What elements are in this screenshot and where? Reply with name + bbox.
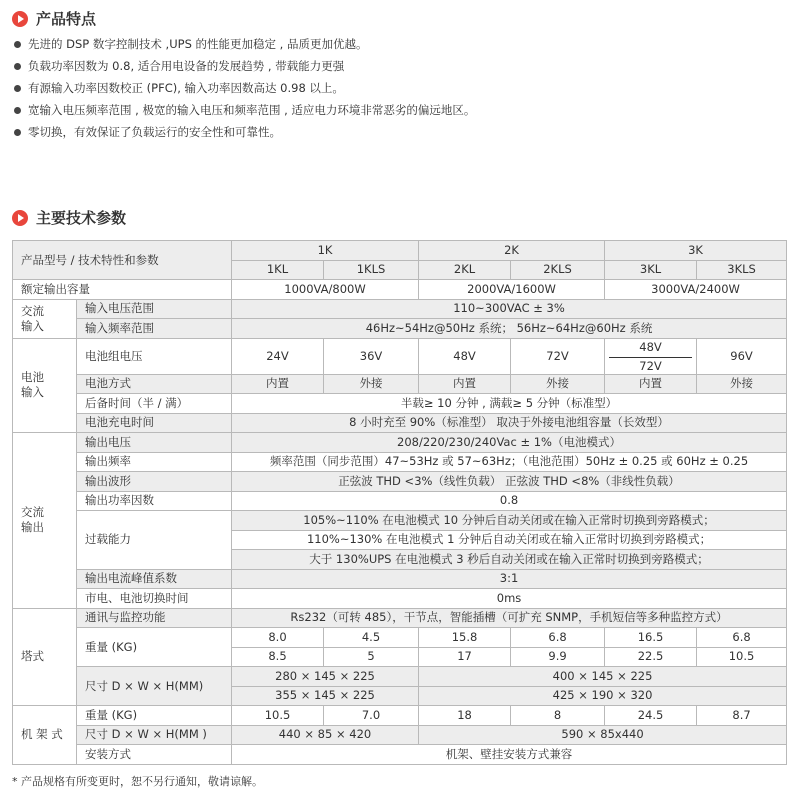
crest-factor: 3:1 <box>232 569 787 589</box>
model-2kls: 2KLS <box>511 260 605 280</box>
tower-weight: 5 <box>324 647 419 667</box>
backup-time: 半载≥ 10 分钟 , 满载≥ 5 分钟（标准型） <box>232 394 787 414</box>
tower-weight: 15.8 <box>419 628 511 648</box>
battery-volt-label: 电池组电压 <box>77 338 232 374</box>
battery-volt: 48V <box>419 338 511 374</box>
rack-weight-label: 重量 (KG) <box>77 706 232 726</box>
tower-weight: 22.5 <box>605 647 697 667</box>
model-3kls: 3KLS <box>697 260 787 280</box>
rated-2k: 2000VA/1600W <box>419 280 605 300</box>
section-specs-header <box>12 207 126 228</box>
rated-3k: 3000VA/2400W <box>605 280 787 300</box>
rack-weight: 10.5 <box>232 706 324 726</box>
tower-dim-label: 尺寸 D × W × H(MM) <box>77 667 232 706</box>
footnote: * 产品规格有所变更时，恕不另行通知，敬请谅解。 <box>12 775 263 788</box>
group-ac-output-text: 交流 输出 <box>21 505 44 535</box>
overload-line: 110%~130% 在电池模式 1 分钟后自动关闭或在输入正常时切换到旁路模式； <box>232 530 787 550</box>
rack-weight: 24.5 <box>605 706 697 726</box>
backup-time-label: 后备时间（半 / 满） <box>77 394 232 414</box>
model-3kl: 3KL <box>605 260 697 280</box>
tower-dim: 280 × 145 × 225 <box>232 667 419 687</box>
feature-item: 负载功率因数为 0.8, 适合用电设备的发展趋势 , 带载能力更强 <box>12 56 782 77</box>
model-1kl: 1KL <box>232 260 324 280</box>
family-2k: 2K <box>419 241 605 261</box>
battery-mode: 外接 <box>324 374 419 394</box>
tower-dim: 400 × 145 × 225 <box>419 667 787 687</box>
group-battery <box>13 338 77 433</box>
tower-weight: 16.5 <box>605 628 697 648</box>
battery-volt: 72V <box>511 338 605 374</box>
mount-value: 机架、壁挂安装方式兼容 <box>232 745 787 765</box>
tower-weight: 6.8 <box>697 628 787 648</box>
rack-weight: 18 <box>419 706 511 726</box>
charge-time-label: 电池充电时间 <box>77 413 232 433</box>
group-rack: 机 架 式 <box>13 706 77 765</box>
tower-dim: 425 × 190 × 320 <box>419 686 787 706</box>
battery-mode-label: 电池方式 <box>77 374 232 394</box>
tower-weight: 4.5 <box>324 628 419 648</box>
group-ac-output <box>13 433 77 609</box>
tower-weight: 8.0 <box>232 628 324 648</box>
header-label: 产品型号 / 技术特性和参数 <box>13 241 232 280</box>
battery-volt: 36V <box>324 338 419 374</box>
charge-time: 8 小时充至 90%（标准型） 取决于外接电池组容量（长效型） <box>232 413 787 433</box>
tower-weight: 17 <box>419 647 511 667</box>
ac-in-voltage: 110~300VAC ± 3% <box>232 299 787 319</box>
rack-dim: 440 × 85 × 420 <box>232 725 419 745</box>
out-wave-label: 输出波形 <box>77 472 232 492</box>
tower-weight-label: 重量 (KG) <box>77 628 232 667</box>
spec-table <box>12 240 787 765</box>
battery-volt: 24V <box>232 338 324 374</box>
tower-weight: 10.5 <box>697 647 787 667</box>
rated-1k: 1000VA/800W <box>232 280 419 300</box>
rack-dim-label: 尺寸 D × W × H(MM ) <box>77 725 232 745</box>
out-freq-label: 输出频率 <box>77 452 232 472</box>
feature-item: 宽输入电压频率范围 , 极宽的输入电压和频率范围 , 适应电力环境非常恶劣的偏远地区。 <box>12 100 782 121</box>
tower-weight: 8.5 <box>232 647 324 667</box>
rack-dim: 590 × 85x440 <box>419 725 787 745</box>
out-freq: 频率范围（同步范围）47~53Hz 或 57~63Hz；（电池范围）50Hz ± 0.25 或 60Hz ± 0.25 <box>232 452 787 472</box>
rack-weight: 7.0 <box>324 706 419 726</box>
battery-volt: 72V <box>609 357 692 374</box>
battery-mode: 内置 <box>232 374 324 394</box>
section-features-header <box>12 8 96 29</box>
transfer-time: 0ms <box>232 589 787 609</box>
out-voltage-label: 输出电压 <box>77 433 232 453</box>
overload-label: 过载能力 <box>77 511 232 570</box>
rated-label: 额定输出容量 <box>13 280 232 300</box>
tower-weight: 9.9 <box>511 647 605 667</box>
tower-weight: 6.8 <box>511 628 605 648</box>
family-1k: 1K <box>232 241 419 261</box>
group-battery-text: 电池 输入 <box>21 370 44 400</box>
overload-line: 105%~110% 在电池模式 10 分钟后自动关闭或在输入正常时切换到旁路模式； <box>232 511 787 531</box>
out-wave: 正弦波 THD <3%（线性负载） 正弦波 THD <8%（非线性负载） <box>232 472 787 492</box>
play-arrow-icon <box>12 11 28 27</box>
feature-item: 先进的 DSP 数字控制技术 ,UPS 的性能更加稳定 , 品质更加优越。 <box>12 34 782 55</box>
battery-volt: 48V <box>639 339 662 354</box>
ac-in-freq-label: 输入频率范围 <box>77 319 232 339</box>
mount-label: 安装方式 <box>77 745 232 765</box>
comm-label: 通讯与监控功能 <box>77 608 232 628</box>
ac-in-voltage-label: 输入电压范围 <box>77 299 232 319</box>
out-pf: 0.8 <box>232 491 787 511</box>
battery-mode: 内置 <box>419 374 511 394</box>
rack-weight: 8 <box>511 706 605 726</box>
play-arrow-icon <box>12 210 28 226</box>
out-voltage: 208/220/230/240Vac ± 1%（电池模式） <box>232 433 787 453</box>
out-pf-label: 输出功率因数 <box>77 491 232 511</box>
group-ac-input-text: 交流 输入 <box>21 303 44 333</box>
feature-item: 零切换，有效保证了负载运行的安全性和可靠性。 <box>12 122 782 143</box>
model-1kls: 1KLS <box>324 260 419 280</box>
ac-in-freq: 46Hz~54Hz@50Hz 系统； 56Hz~64Hz@60Hz 系统 <box>232 319 787 339</box>
battery-volt-3kl <box>605 338 697 374</box>
feature-list <box>12 34 782 144</box>
group-ac-input <box>13 299 77 338</box>
crest-label: 输出电流峰值系数 <box>77 569 232 589</box>
section-features-title: 产品特点 <box>36 10 97 28</box>
model-2kl: 2KL <box>419 260 511 280</box>
rack-weight: 8.7 <box>697 706 787 726</box>
battery-mode: 外接 <box>511 374 605 394</box>
section-specs-title: 主要技术参数 <box>36 209 127 227</box>
group-tower: 塔式 <box>13 608 77 706</box>
battery-mode: 内置 <box>605 374 697 394</box>
tower-dim: 355 × 145 × 225 <box>232 686 419 706</box>
battery-volt: 96V <box>697 338 787 374</box>
overload-line: 大于 130%UPS 在电池模式 3 秒后自动关闭或在输入正常时切换到旁路模式； <box>232 550 787 570</box>
comm-value: Rs232（可转 485），干节点，智能插槽（可扩充 SNMP，手机短信等多种监控方式） <box>232 608 787 628</box>
battery-mode: 外接 <box>697 374 787 394</box>
family-3k: 3K <box>605 241 787 261</box>
transfer-label: 市电、电池切换时间 <box>77 589 232 609</box>
feature-item: 有源输入功率因数校正 (PFC), 输入功率因数高达 0.98 以上。 <box>12 78 782 99</box>
